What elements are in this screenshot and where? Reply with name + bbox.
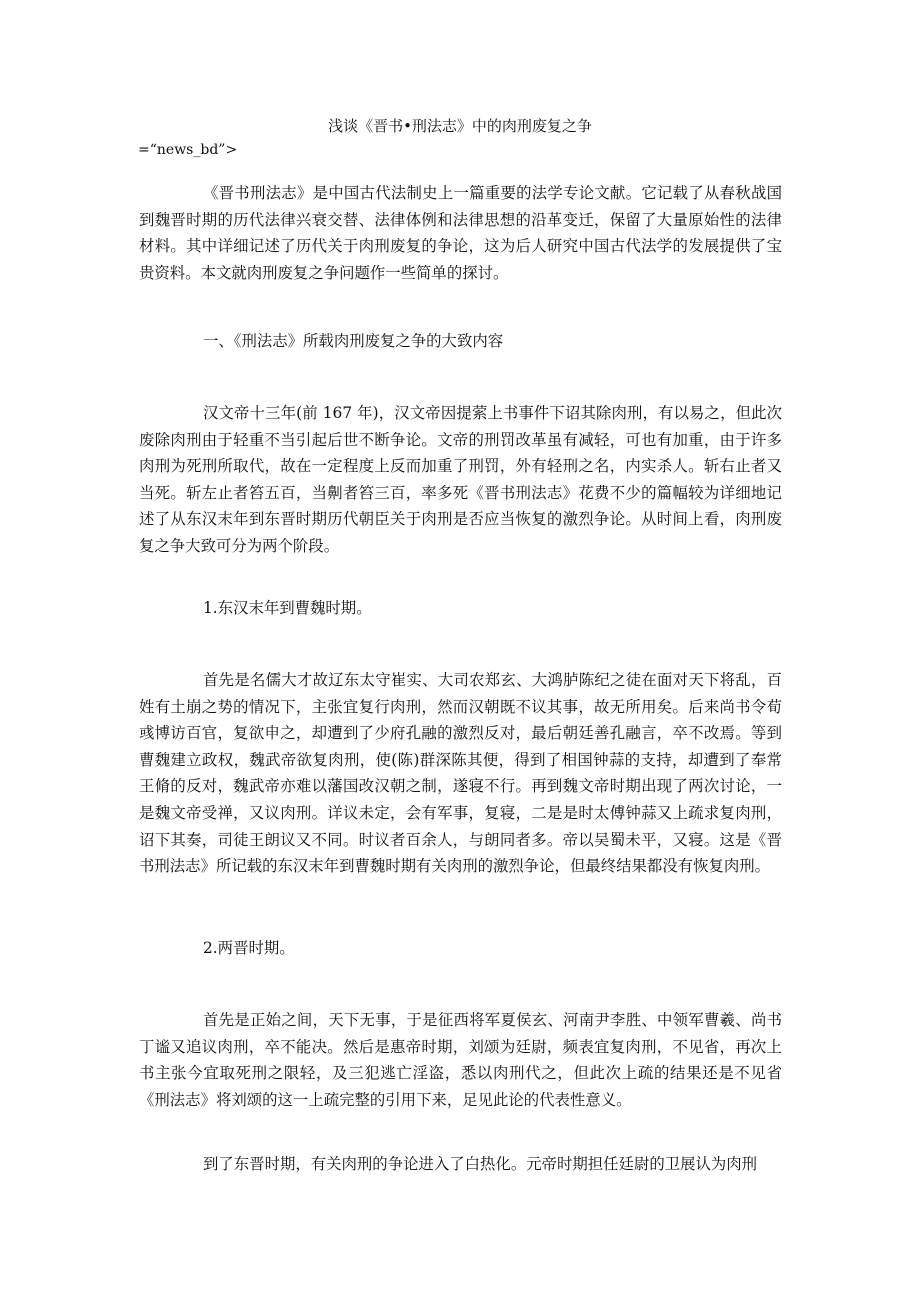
han-wendi-paragraph: 汉文帝十三年(前 167 年)，汉文帝因提萦上书事件下诏其除肉刑，有以易之，但此次废除肉刑由于轻重不当引起后世不断争论。文帝的刑罚改革虽有减轻，可也有加重，由于许多肉刑为死刑所取代，故在一定程度上反而加重了刑罚，外有轻刑之名，内实杀人。斩右止者又当死。斩左止者笞五百，当劓者笞三百，率多死《晋书刑法志》花费不少的篇幅较为详细地记述了从东汉末年到东晋时期历代朝臣关于肉刑是否应当恢复的激烈争论。从时间上看，肉刑废复之争大致可分为两个阶段。: [139, 404, 782, 555]
eastern-han-cao-wei-paragraph: 首先是名儒大才故辽东太守崔实、大司农郑玄、大鸿胪陈纪之徒在面对天下将乱，百姓有土崩之势的情况下，主张宜复行肉刑，然而汉朝既不议其事，故无所用矣。后来尚书令荀彧博访百官，复欲申之，却遭到了少府孔融的激烈反对，最后朝廷善孔融言，卒不改焉。等到曹魏建立政权，魏武帝欲复肉刑，使(陈)群深陈其便，得到了相国钟蒜的支持，却遭到了奉常王脩的反对，魏武帝亦难以藩国改汉朝之制，遂寝不行。再到魏文帝时期出现了两次讨论，一是魏文帝受禅，又议肉刑。详议未定，会有军事，复寝，二是是时太傅钟蒜又上疏求复肉刑，诏下其奏，司徒王朗议又不同。时议者百余人，与朗同者多。帝以吴蜀未平，又寝。这是《晋书刑法志》所记载的东汉末年到曹魏时期有关肉刑的激烈争论，但最终结果都没有恢复肉刑。: [139, 671, 782, 876]
two-jin-paragraph: 首先是正始之间，天下无事，于是征西将军夏侯玄、河南尹李胜、中领军曹羲、尚书丁谧又追议肉刑，卒不能决。然后是惠帝时期，刘颂为廷尉，频表宜复肉刑，不见省，再次上书主张今宜取死刑之限轻，及三犯逃亡淫盗，悉以肉刑代之，但此次上疏的结果还是不见省《刑法志》将刘颂的这一上疏完整的引用下来，足见此论的代表性意义。: [139, 1011, 782, 1109]
eastern-jin-paragraph: 到了东晋时期，有关肉刑的争论进入了白热化。元帝时期担任廷尉的卫展认为肉刑: [203, 1155, 758, 1173]
document-title: 浅谈《晋书•刑法志》中的肉刑废复之争: [328, 117, 592, 135]
section-heading-1: 一、《刑法志》所载肉刑废复之争的大致内容: [203, 332, 504, 350]
intro-paragraph: 《晋书刑法志》是中国古代法制史上一篇重要的法学专论文献。它记载了从春秋战国到魏晋时期的历代法律兴衰交替、法律体例和法律思想的沿革变迁，保留了大量原始性的法律材料。其中详细记述了历代关于肉刑废复的争论，这为后人研究中国古代法学的发展提供了宝贵资料。本文就肉刑废复之争问题作一些简单的探讨。: [139, 184, 782, 282]
subsection-heading-2: 2.两晋时期。: [203, 939, 295, 957]
subsection-heading-1: 1.东汉末年到曹魏时期。: [203, 599, 372, 617]
markup-artifact-text: =“news_bd”>: [138, 142, 238, 158]
